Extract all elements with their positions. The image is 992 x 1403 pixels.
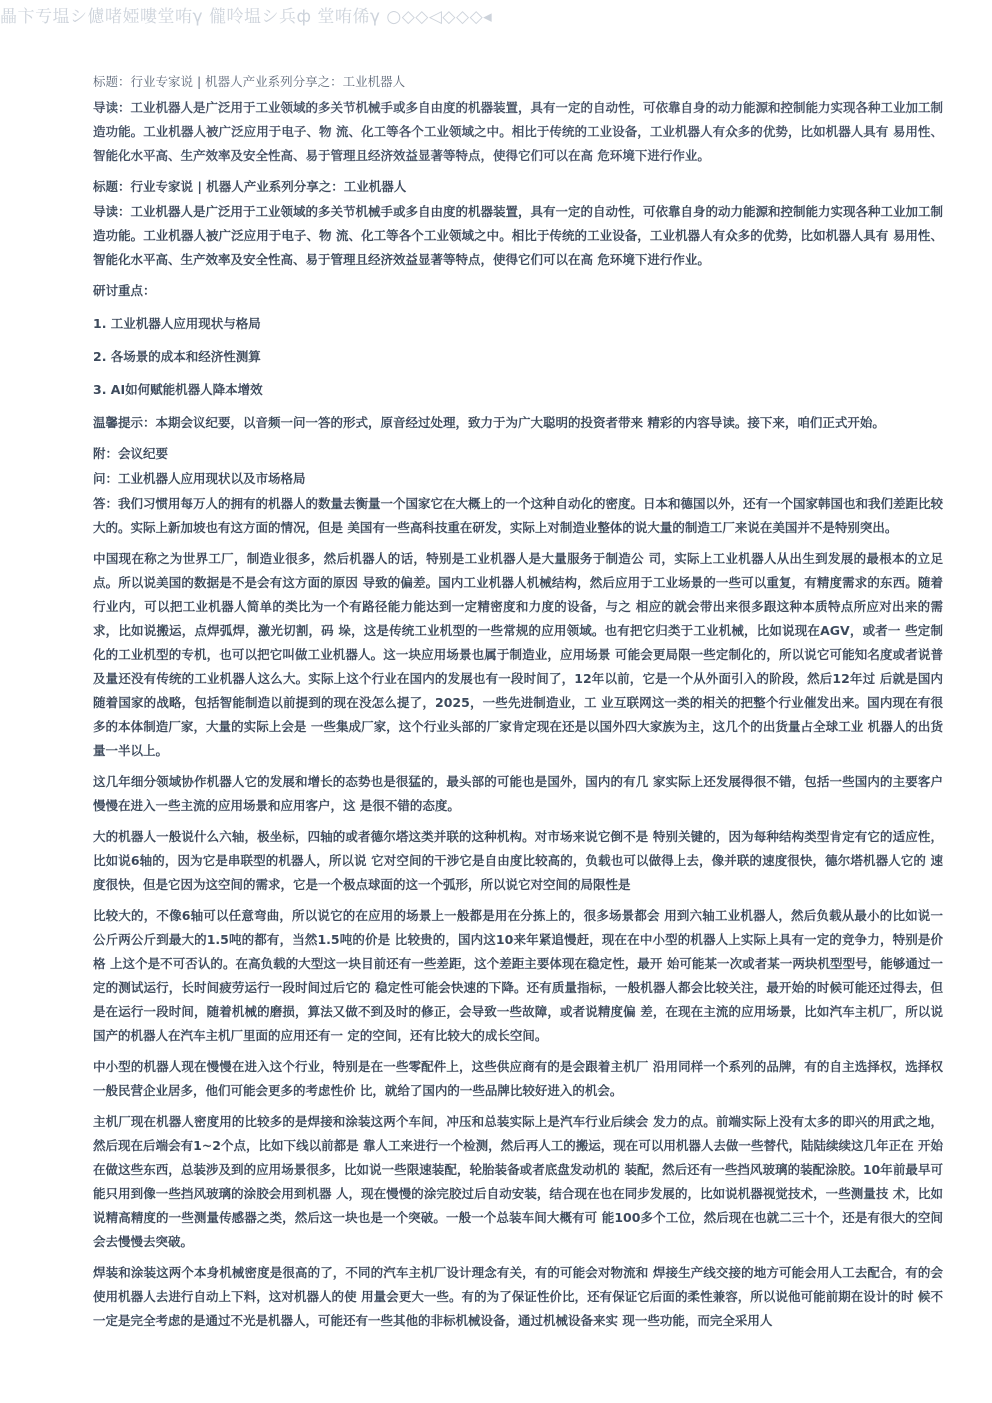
title-line-plain: 标题：行业专家说 | 机器人产业系列分享之：工业机器人 xyxy=(93,74,406,89)
title-line-bold: 标题：行业专家说 | 机器人产业系列分享之：工业机器人 xyxy=(93,179,407,194)
body-paragraph-4: 比较大的，不像6轴可以任意弯曲，所以说它的在应用的场景上一般都是用在分拣上的，很多场景都会 用到六轴工业机器人，然后负载从最小的比如说一公斤两公斤到最大的1.5吨的都有，当然1.5吨的价是 比较贵的，国内这10来年紧追慢赶，现在在中小型的机器人上实际上具有一定的竞争力，特别是价格 上这个是不可否认的。在高负载的大型这一块目前还有一些差距，这个差距主要体现在稳定性，最开 始可能某一次或者某一两块机型型号，能够通过一定的测试运行，长时间疲劳运行一段时间过后它的 稳定性可能会快速的下降。还有质量指标，一般机器人都会比较关注，最开始的时候可能还过得去，但是在运行一段时间，随着机械的磨损，算法又做不到及时的修正，会导致一些故障，或者说精度偏 差，在现在主流的应用场景，比如汽车主机厂，所以说国产的机器人在汽车主机厂里面的应用还有一 定的空间，还有比较大的成长空间。 xyxy=(93,908,943,1043)
focus-item-1: 1. 工业机器人应用现状与格局 xyxy=(93,316,261,331)
body-paragraph-3: 大的机器人一般说什么六轴，极坐标，四轴的或者德尔塔这类并联的这种机构。对市场来说它倒不是 特别关键的，因为每种结构类型肯定有它的适应性，比如说6轴的，因为它是串联型的机器人，所以说 它对空间的干涉它是自由度比较高的，负载也可以做得上去，像并联的速度很快，德尔塔机器人它的 速度很快，但是它因为这空间的需求，它是一个极点球面的这一个弧形，所以说它对空间的局限性是 xyxy=(93,829,943,892)
document-body xyxy=(93,72,943,1340)
appendix-label: 附：会议纪要 xyxy=(93,446,169,461)
body-paragraph-2: 这几年细分领域协作机器人它的发展和增长的态势也是很猛的，最头部的可能也是国外，国内的有几 家实际上还发展得很不错，包括一些国内的主要客户慢慢在进入一些主流的应用场景和应用客户，这 是很不错的态度。 xyxy=(93,774,943,813)
body-paragraph-7: 焊装和涂装这两个本身机械密度是很高的了，不同的汽车主机厂设计理念有关，有的可能会对物流和 焊接生产线交接的地方可能会用人工去配合，有的会使用机器人去进行自动上下料，这对机器人的使 用量会更大一些。有的为了保证性价比，还有保证它后面的柔性兼容，所以说他可能前期在设计的时 候不一定是完全考虑的是通过不光是机器人，可能还有一些其他的非标机械设备，通过机械设备来实 现一些功能，而完全采用人 xyxy=(93,1265,943,1328)
header-watermark: 畾卞亐塭シ儢啫婭嘍堂哊γ 儱呤塭シ兵ф 堂哊俙γ ○◇◇◁◇◇◇◂ xyxy=(0,7,493,27)
body-paragraph-5: 中小型的机器人现在慢慢在进入这个行业，特别是在一些零配件上，这些供应商有的是会跟着主机厂 沿用同样一个系列的品牌，有的自主选择权，选择权一般民营企业居多，他们可能会更多的考虑性价 比，就给了国内的一些品牌比较好进入的机会。 xyxy=(93,1059,943,1098)
intro-paragraph-bold: 导读：工业机器人是广泛用于工业领域的多关节机械手或多自由度的机器装置，具有一定的自动性，可依靠自身的动力能源和控制能力实现各种工业加工制造功能。工业机器人被广泛应用于电子、物 流、化工等各个工业领域之中。相比于传统的工业设备，工业机器人有众多的优势，比如机器人具有 易用性、智能化水平高、生产效率及安全性高、易于管理且经济效益显著等特点，使得它们可以在高 危环境下进行作业。 xyxy=(93,204,944,267)
notice-paragraph: 温馨提示：本期会议纪要，以音频一问一答的形式，原音经过处理，致力于为广大聪明的投资者带来 精彩的内容导读。接下来，咱们正式开始。 xyxy=(93,415,885,430)
answer-paragraph: 答：我们习惯用每万人的拥有的机器人的数量去衡量一个国家它在大概上的一个这种自动化的密度。日本和德国以外，还有一个国家韩国也和我们差距比较大的。实际上新加坡也有这方面的情况，但是 美国有一些高科技重在研发，实际上对制造业整体的说大量的制造工厂来说在美国并不是特别突出。 xyxy=(93,496,944,535)
focus-item-2: 2. 各场景的成本和经济性测算 xyxy=(93,349,261,364)
question-line: 问：工业机器人应用现状以及市场格局 xyxy=(93,471,306,486)
intro-paragraph-plain: 导读：工业机器人是广泛用于工业领域的多关节机械手或多自由度的机器装置，具有一定的自动性，可依靠自身的动力能源和控制能力实现各种工业加工制造功能。工业机器人被广泛应用于电子、物 流、化工等各个工业领域之中。相比于传统的工业设备，工业机器人有众多的优势，比如机器人具有 易用性、智能化水平高、生产效率及安全性高、易于管理且经济效益显著等特点，使得它们可以在高 危环境下进行作业。 xyxy=(93,100,944,163)
focus-heading: 研讨重点： xyxy=(93,283,156,298)
body-paragraph-1: 中国现在称之为世界工厂，制造业很多，然后机器人的话，特别是工业机器人是大量服务于制造公 司，实际上工业机器人从出生到发展的最根本的立足点。所以说美国的数据是不是会有这方面的原因 导致的偏差。国内工业机器人机械结构，然后应用于工业场景的一些可以重复，有精度需求的东西。随着行业内，可以把工业机器人简单的类比为一个有路径能力能达到一定精密度和力度的设备，与之 相应的就会带出来很多跟这种本质特点所应对出来的需求，比如说搬运，点焊弧焊，激光切割，码 垛，这是传统工业机型的一些常规的应用领域。也有把它归类于工业机械，比如说现在AGV，或者一 些定制化的工业机型的专机，也可以把它叫做工业机器人。这一块应用场景也属于制造业，应用场景 可能会更局限一些定制化的，所以说它可能知名度或者说普及量还没有传统的工业机器人这么大。实际上这个行业在国内的发展也有一段时间了，12年以前，它是一个从外面引入的阶段，然后12年过 后就是国内随着国家的战略，包括智能制造以前提到的现在没怎么提了，2025，一些先进制造业，工 业互联网这一类的相关的把整个行业催发出来。国内现在有很多的本体制造厂家，大量的实际上会是 一些集成厂家，这个行业头部的厂家肯定现在还是以国外四大家族为主，这几个的出货量占全球工业 机器人的出货量一半以上。 xyxy=(93,551,943,758)
body-paragraph-6: 主机厂现在机器人密度用的比较多的是焊接和涂装这两个车间，冲压和总装实际上是汽车行业后续会 发力的点。前端实际上没有太多的即兴的用武之地，然后现在后端会有1~2个点，比如下线以前都是 靠人工来进行一个检测，然后再人工的搬运，现在可以用机器人去做一些替代，陆陆续续这几年正在 开始在做这些东西，总装涉及到的应用场景很多，比如说一些限速装配，轮胎装备或者底盘发动机的 装配，然后还有一些挡风玻璃的装配涂胶。10年前最早可能只用到像一些挡风玻璃的涂胶会用到机器 人，现在慢慢的涂完胶过后自动安装，结合现在也在同步发展的，比如说机器视觉技术，一些测量技 术，比如说精高精度的一些测量传感器之类，然后这一块也是一个突破。一般一个总装车间大概有可 能100多个工位，然后现在也就二三十个，还是有很大的空间会去慢慢去突破。 xyxy=(93,1114,943,1249)
focus-item-3: 3. AI如何赋能机器人降本增效 xyxy=(93,382,263,397)
